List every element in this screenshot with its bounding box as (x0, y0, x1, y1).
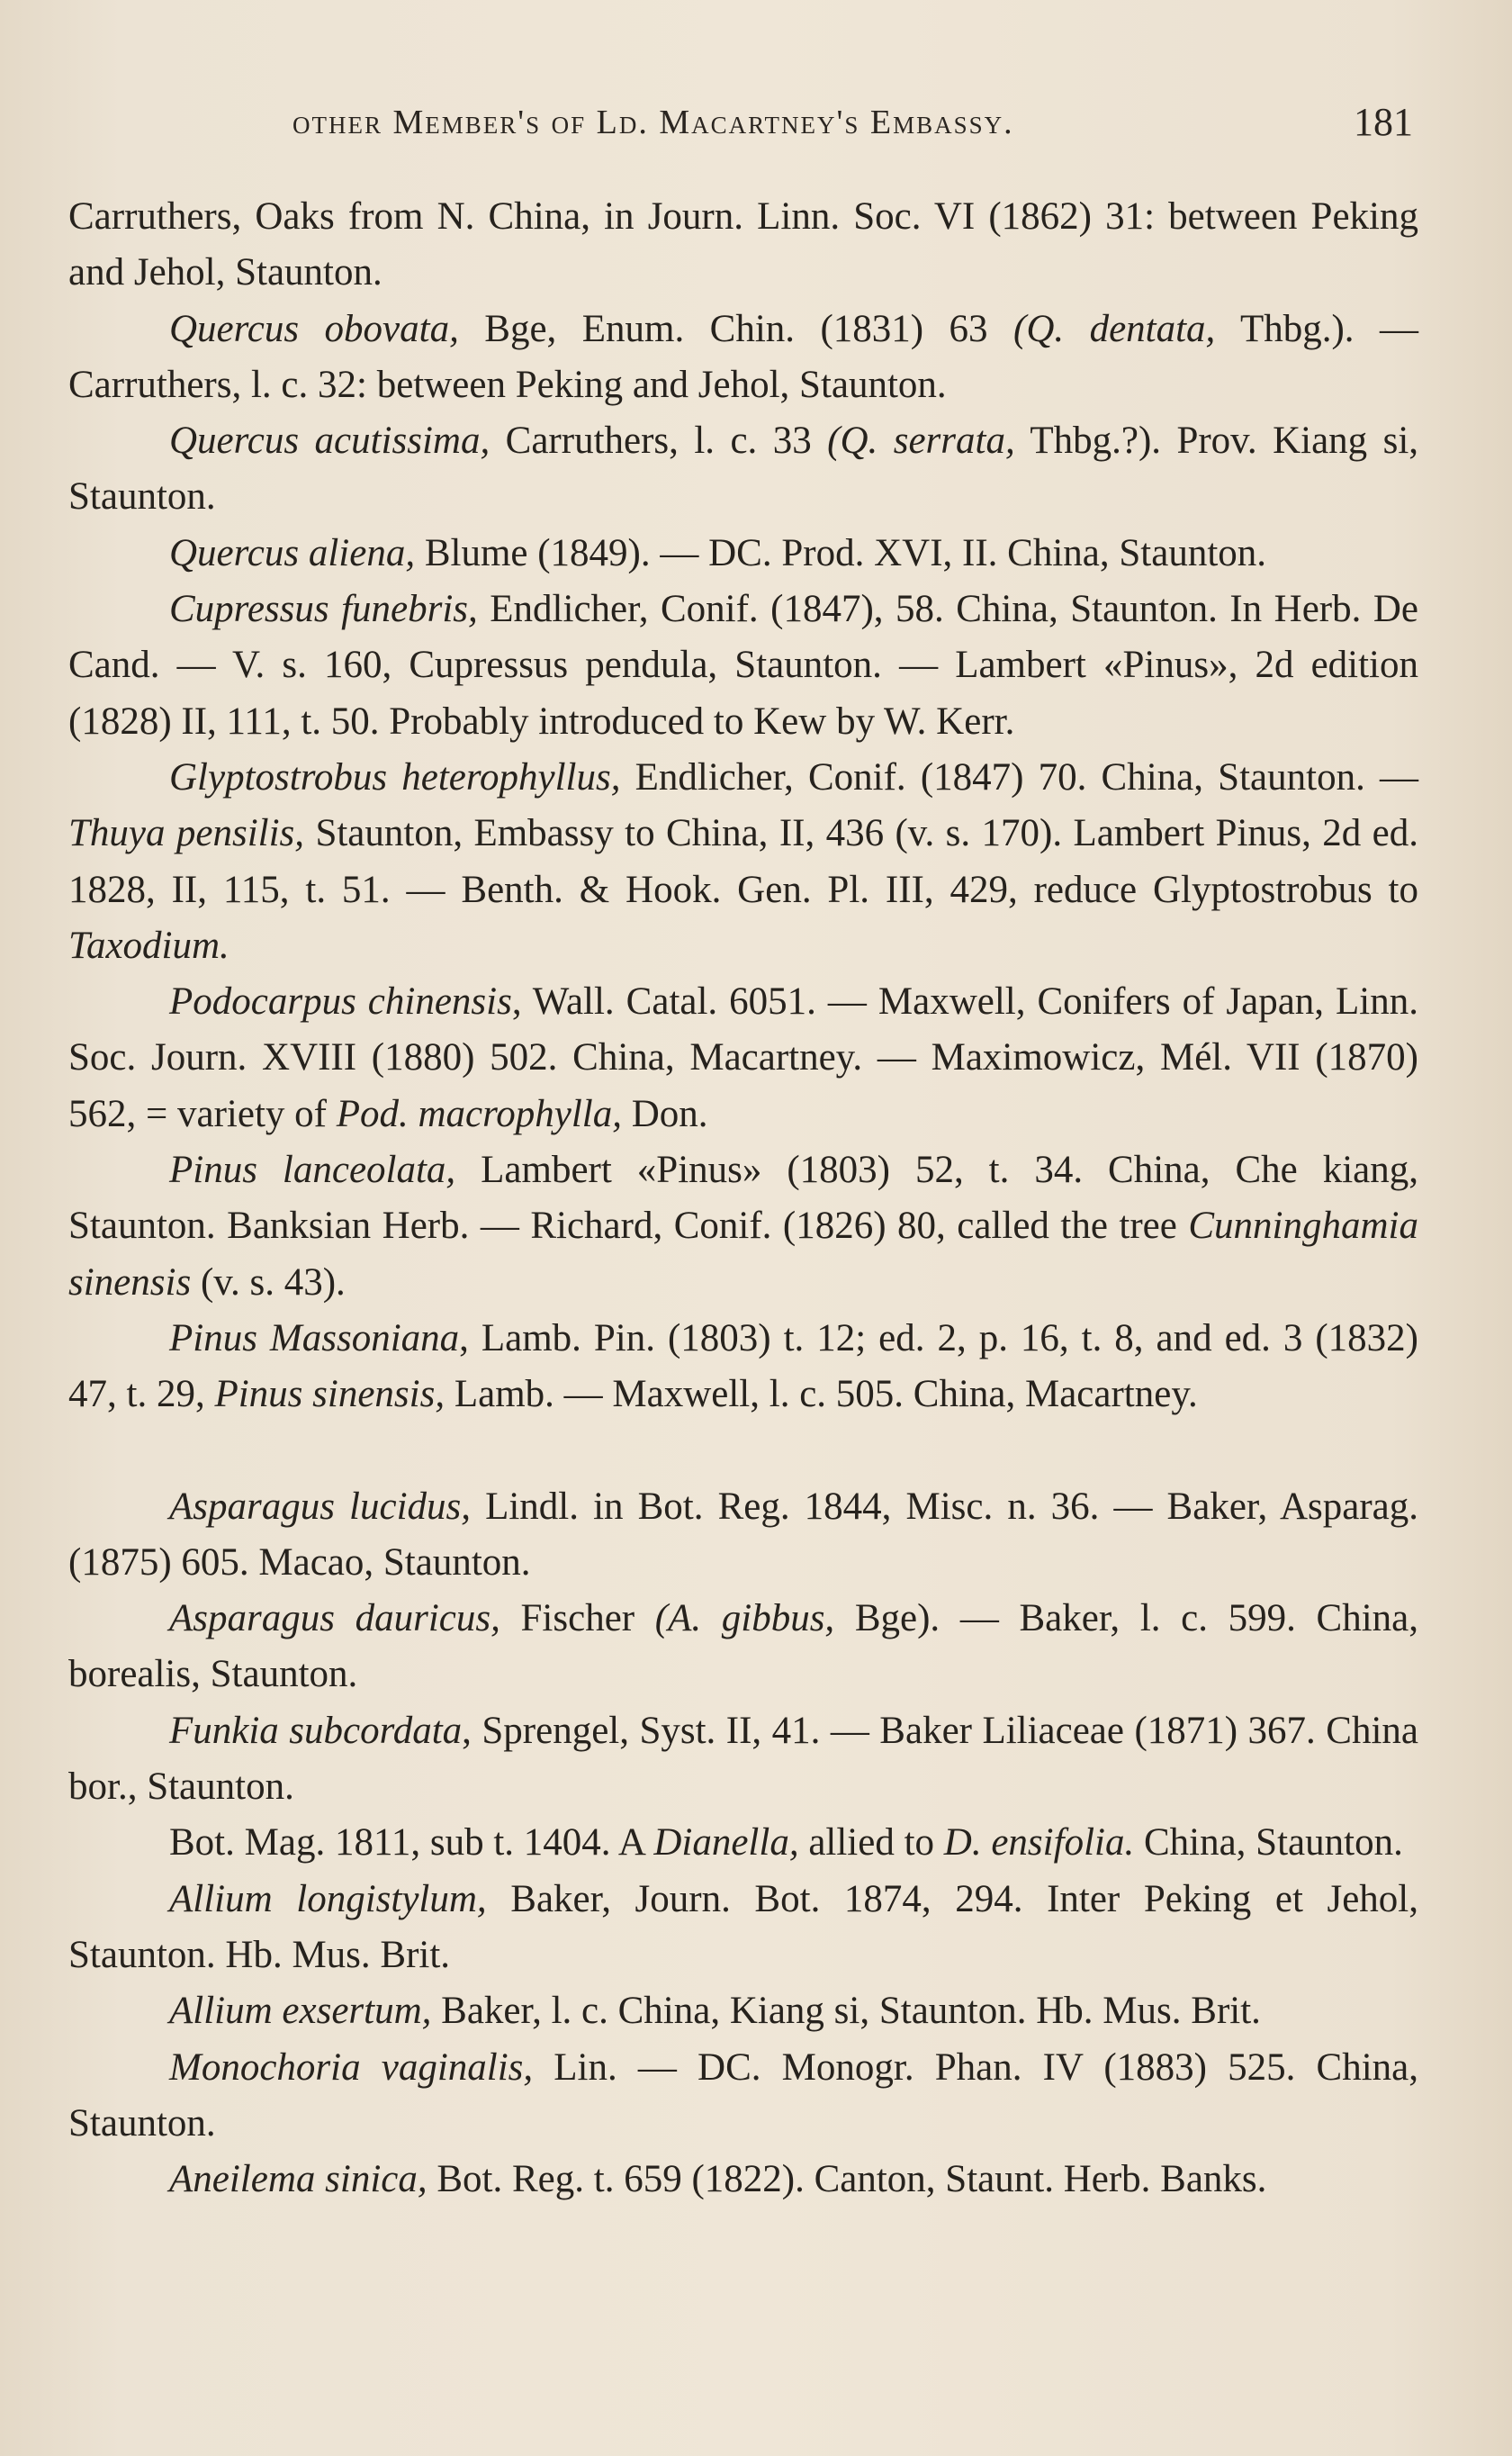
citation-text: Fischer (500, 1597, 655, 1640)
citation-text: , Wall. Catal. 6051. — Maxwell, Conifers of Japan, Linn. Soc. Journ. XVIII (1880) 502. China, Macartney. — Maximowicz, Mél. VII (1870) 562, = variety of (68, 980, 1418, 1135)
running-title: other Member's of Ld. Macartney's Embassy. (292, 104, 1014, 141)
citation-text: , Sprengel, Syst. II, 41. — Baker Liliaceae (1871) 367. China bor., Staunton. (68, 1709, 1418, 1809)
taxon-name: Pinus Massoniana (169, 1316, 460, 1359)
taxon-name: (Q. dentata, (1013, 307, 1216, 350)
taxon-name: Funkia subcordata (169, 1709, 463, 1752)
taxon-name: (A. gibbus, (654, 1597, 835, 1640)
entry-paragraph (68, 2040, 1418, 2153)
citation-text: Bge, Enum. Chin. (1831) 63 (458, 307, 1013, 350)
body-text (68, 189, 1418, 2208)
taxon-name: Pod. macrophylla, (336, 1092, 622, 1135)
entry-paragraph (68, 413, 1418, 526)
entry-paragraph (68, 526, 1418, 582)
taxon-name: Taxodium. (68, 924, 230, 967)
taxon-name: Pinus sinensis, (214, 1373, 446, 1416)
entry-paragraph (68, 1815, 1418, 1871)
citation-text: Bot. Mag. 1811, sub t. 1404. A (169, 1821, 654, 1865)
citation-text: Bge). — Baker, l. c. 599. China, borealis, Staunton. (68, 1597, 1419, 1696)
taxon-name: Asparagus lucidus, (169, 1485, 472, 1528)
citation-text: Staunton, Embassy to China, II, 436 (v. s. 170). Lambert Pinus, 2d ed. 1828, II, 115, t. 51. — Benth. & Hook. Gen. Pl. III, 429, reduce Glyptostrobus to (68, 812, 1418, 911)
taxon-name: Quercus acutissima, (169, 420, 490, 463)
taxon-name: D. ensifolia. (943, 1821, 1135, 1865)
entry-paragraph (68, 1479, 1418, 1592)
taxon-name: Cupressus funebris, (169, 588, 478, 631)
entry-paragraph (68, 582, 1418, 750)
taxon-name: Glyptostrobus heterophyllus, (169, 755, 621, 799)
citation-text: Thbg.?). Prov. Kiang si, Staunton. (68, 420, 1419, 519)
taxon-name: Monochoria vaginalis, (169, 2045, 534, 2089)
citation-text: Don. (622, 1092, 708, 1135)
entry-paragraph (68, 1872, 1418, 1984)
taxon-name: Allium exsertum, (169, 1990, 432, 2033)
citation-text: Thbg.). — Carruthers, l. c. 32: between Peking and Jehol, Staunton. (68, 307, 1418, 406)
citation-text: Baker, Journ. Bot. 1874, 294. Inter Peking et Jehol, Staunton. Hb. Mus. Brit. (68, 1877, 1419, 1976)
citation-text: Carruthers, Oaks from N. China, in Journ. Linn. Soc. VI (1862) 31: between Peking and Jehol, Staunton. (68, 195, 1418, 294)
entry-paragraph (68, 974, 1418, 1142)
citation-text: Endlicher, Conif. (1847), 58. China, Staunton. In Herb. De Cand. — V. s. 160, Cupressus pendula, Staunton. — Lambert «Pinus», 2d edition (1828) II, 111, t. 50. Probably introduced to Kew by W. Kerr. (68, 588, 1418, 743)
taxon-name: Quercus aliena, (169, 531, 416, 574)
citation-text: Lindl. in Bot. Reg. 1844, Misc. n. 36. — Baker, Asparag. (1875) 605. Macao, Staunton. (68, 1485, 1418, 1584)
taxon-name: Pinus lanceolata, (169, 1149, 456, 1192)
taxon-name: Cunninghamia sinensis (68, 1205, 1418, 1304)
citation-text: Endlicher, Conif. (1847) 70. China, Staunton. — (620, 755, 1418, 799)
citation-text: China, Staunton. (1134, 1821, 1403, 1865)
citation-text: allied to (798, 1821, 944, 1865)
taxon-name: Asparagus dauricus, (169, 1597, 500, 1640)
section-gap (68, 1423, 1418, 1479)
entry-paragraph (68, 1311, 1418, 1423)
citation-text: Lin. — DC. Monogr. Phan. IV (1883) 525. China, Staunton. (68, 2045, 1418, 2144)
entry-paragraph (68, 2152, 1418, 2208)
taxon-name: Thuya pensilis, (68, 812, 305, 855)
entry-paragraph (68, 1591, 1418, 1703)
citation-text: Baker, l. c. China, Kiang si, Staunton. Hb. Mus. Brit. (431, 1990, 1261, 2033)
entry-paragraph (68, 1983, 1418, 2039)
entry-paragraph (68, 750, 1418, 974)
citation-text: , Lamb. Pin. (1803) t. 12; ed. 2, p. 16, t. 8, and ed. 3 (1832) 47, t. 29, (68, 1316, 1418, 1416)
taxon-name: Podocarpus chinensis (169, 980, 512, 1024)
taxon-name: Allium longistylum, (169, 1877, 487, 1920)
page-number: 181 (1354, 100, 1413, 144)
citation-text: Lambert «Pinus» (1803) 52, t. 34. China, Che kiang, Staunton. Banksian Herb. — Richard, Conif. (1826) 80, called the tree (68, 1149, 1418, 1248)
entry-paragraph (68, 1703, 1418, 1816)
taxon-name: (Q. serrata, (827, 420, 1015, 463)
taxon-name: Quercus obovata, (169, 307, 459, 350)
entry-paragraph (68, 302, 1418, 414)
running-head (72, 100, 1413, 148)
taxon-name: Dianella, (653, 1821, 799, 1865)
citation-text: Bot. Reg. t. 659 (1822). Canton, Staunt. Herb. Banks. (427, 2158, 1267, 2201)
citation-text: Lamb. — Maxwell, l. c. 505. China, Macartney. (445, 1373, 1198, 1416)
citation-text: Blume (1849). — DC. Prod. XVI, II. China, Staunton. (415, 531, 1267, 574)
entry-paragraph (68, 1142, 1418, 1311)
citation-text: Carruthers, l. c. 33 (490, 420, 828, 463)
citation-text: (v. s. 43). (191, 1260, 346, 1304)
entry-paragraph (68, 189, 1418, 302)
taxon-name: Aneilema sinica, (169, 2158, 428, 2201)
